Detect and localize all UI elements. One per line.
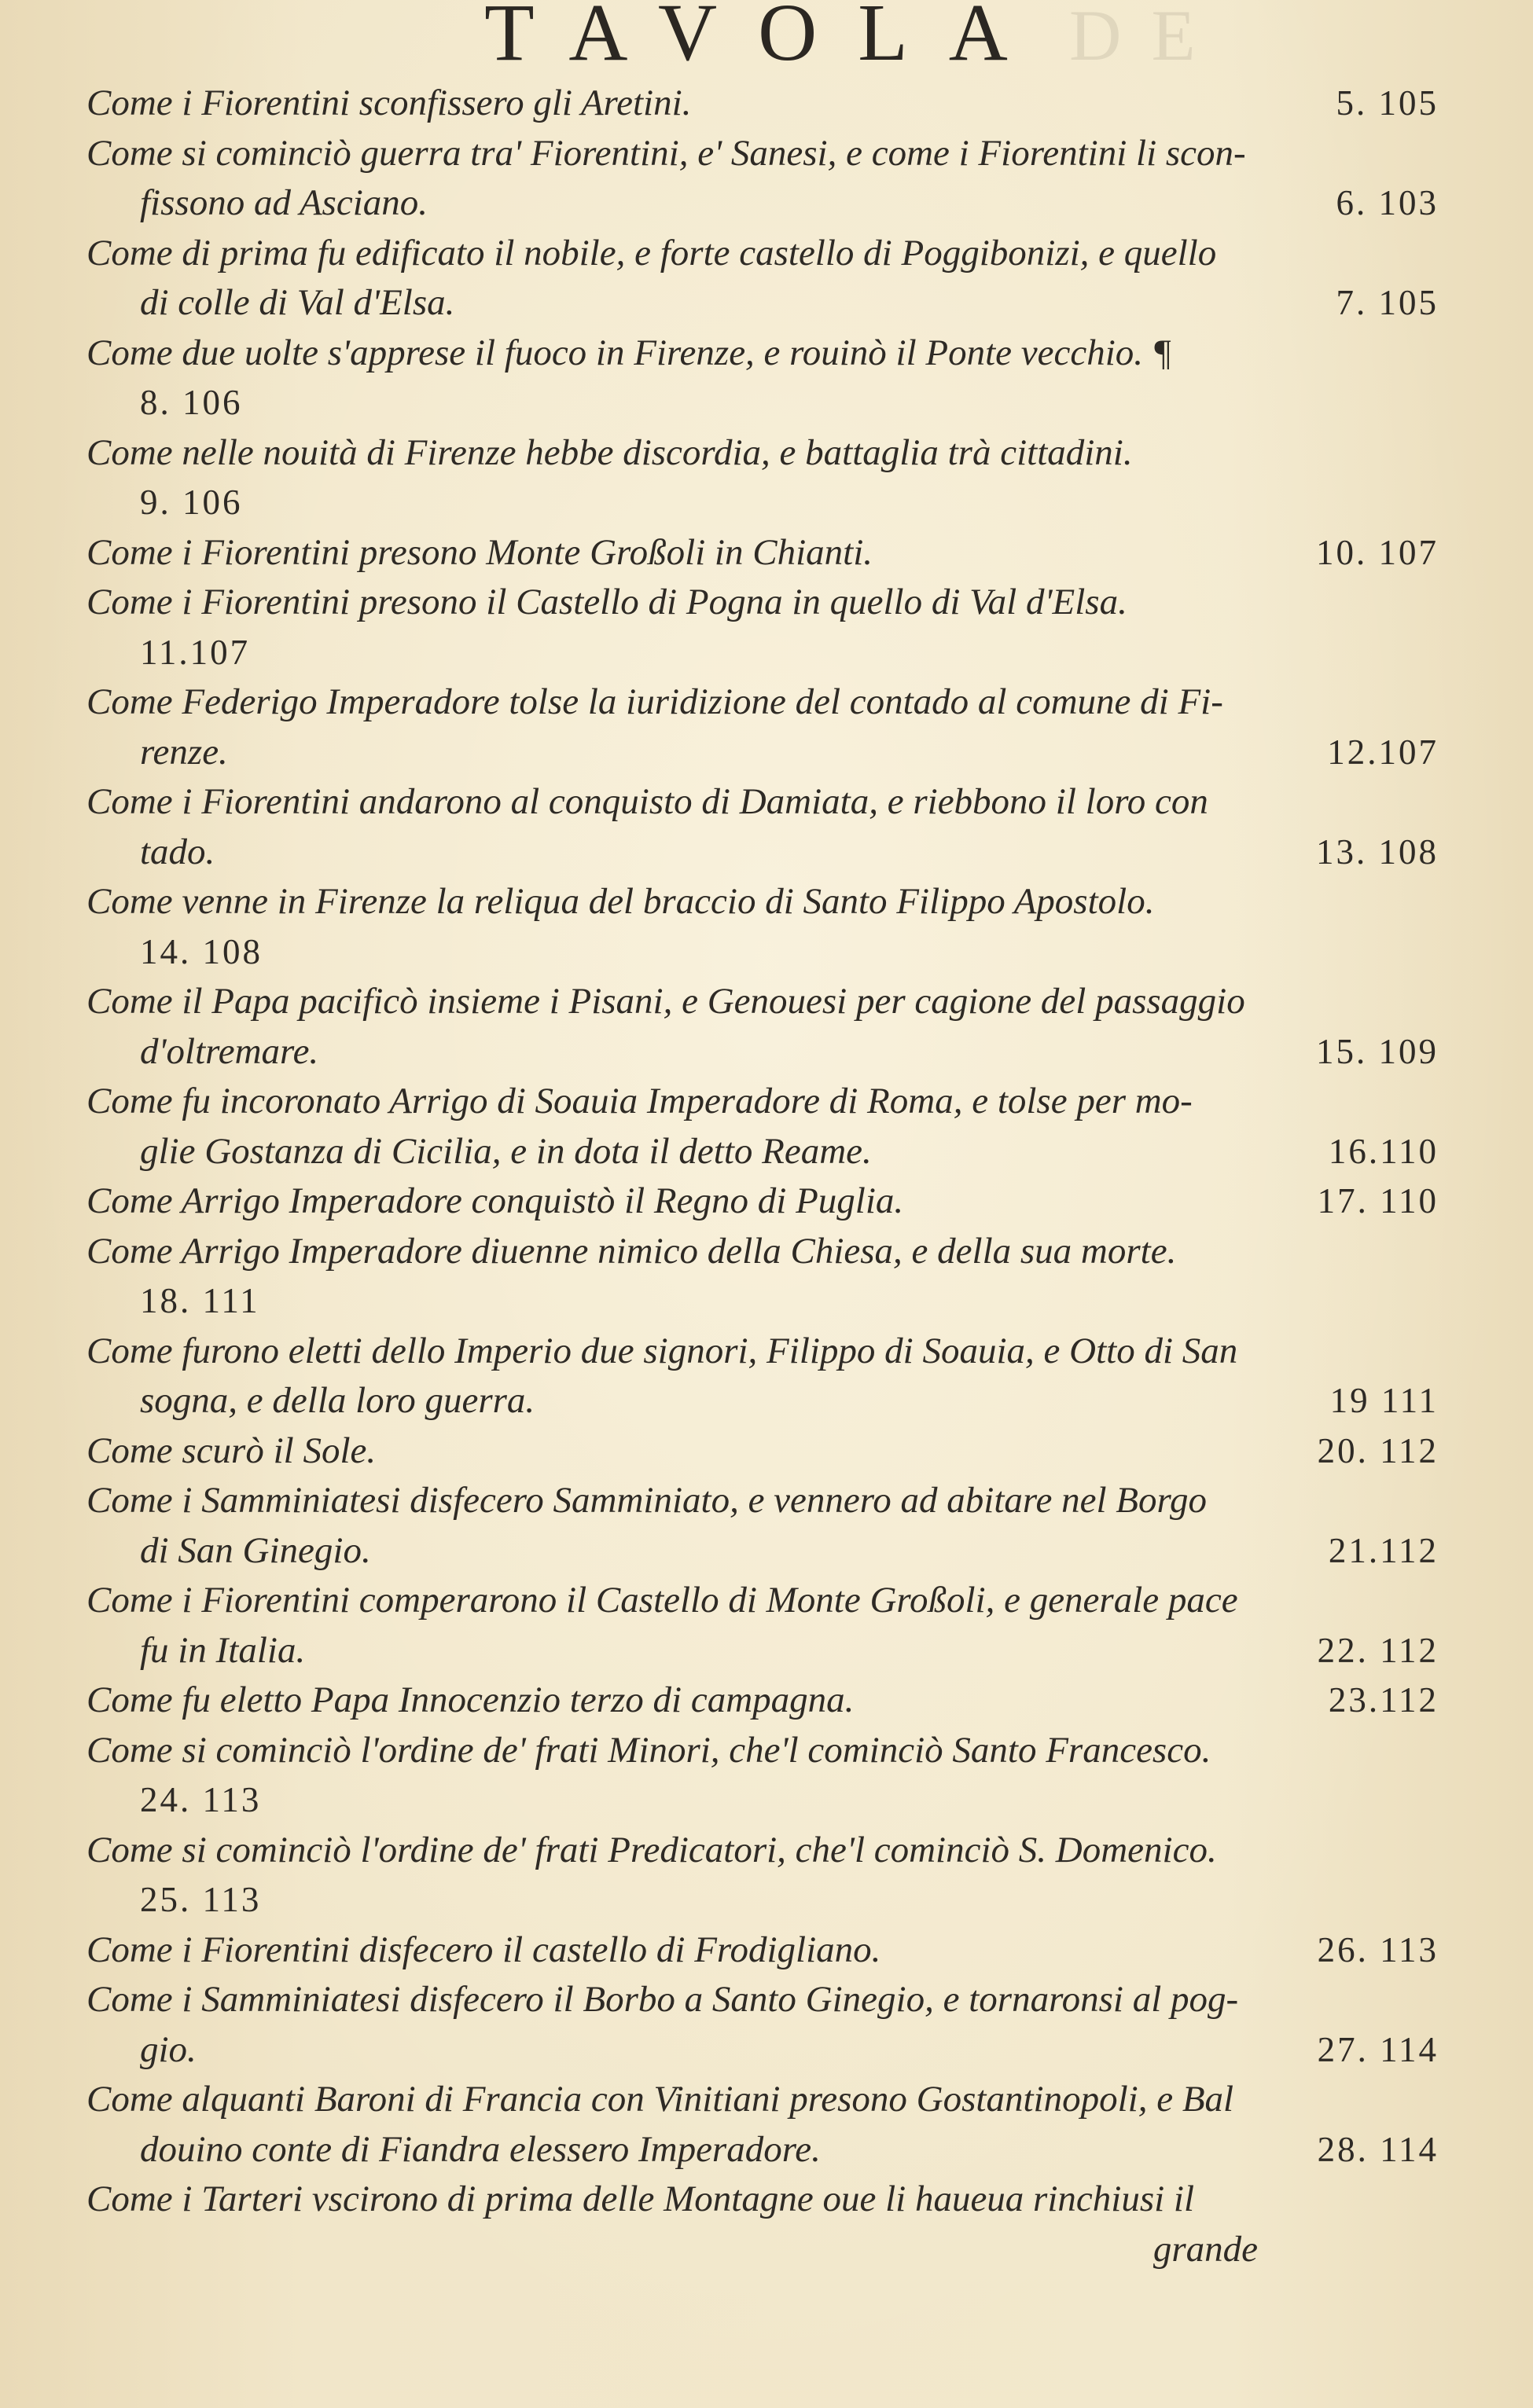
toc-entry (86, 1576, 1439, 1676)
entry-continuation-line: d'oltremare. (140, 1030, 319, 1072)
entry-heading-line: Come fu incoronato Arrigo di Soauia Imperadore di Roma, e tolse per mo- (86, 1081, 1193, 1121)
entry-heading-line: Come i Fiorentini disfecero il castello di Frodigliano. (86, 1929, 881, 1970)
entry-continuation-line: tado. (140, 831, 215, 872)
entry-continuation-line: di colle di Val d'Elsa. (140, 282, 455, 323)
toc-entry (86, 229, 1439, 329)
entry-page-number: 8. 106 (140, 383, 243, 422)
entry-continuation-line: grande (1153, 2228, 1258, 2270)
entry-page-number: 28. 114 (1317, 2129, 1439, 2169)
page-title: TAVOLA (484, 0, 1049, 78)
entry-page-number: 16.110 (1328, 1131, 1439, 1171)
entry-heading-line: Come Federigo Imperadore tolse la iuridizione del contado al comune di Fi- (86, 681, 1223, 722)
toc-entry (86, 1676, 1439, 1726)
entry-page-number: 12.107 (1327, 732, 1439, 772)
entry-page-number: 19 111 (1329, 1381, 1439, 1420)
toc-entry (86, 1327, 1439, 1426)
entry-page-number: 26. 113 (1317, 1929, 1439, 1969)
entry-page-number: 10. 107 (1316, 532, 1439, 572)
toc-entry (86, 129, 1439, 229)
entry-heading-line: Come si cominciò l'ordine de' frati Minori, che'l cominciò Santo Francesco. (86, 1729, 1211, 1771)
toc-entry (86, 877, 1439, 977)
entry-continuation-line: glie Gostanza di Cicilia, e in dota il detto Reame. (140, 1130, 872, 1172)
toc-entry (86, 1826, 1439, 1925)
entry-heading-line: Come furono eletti dello Imperio due signori, Filippo di Soauia, e Otto di San (86, 1330, 1238, 1371)
entry-heading-line: Come di prima fu edificato il nobile, e forte castello di Poggibonizi, e quello (86, 232, 1217, 273)
toc-entry (86, 977, 1439, 1077)
entry-page-number: 23.112 (1328, 1680, 1439, 1720)
toc-entry (86, 777, 1439, 877)
entry-page-number: 18. 111 (140, 1281, 260, 1320)
entry-page-number: 14. 108 (140, 931, 263, 971)
toc-entry (86, 528, 1439, 578)
entry-page-number: 13. 108 (1316, 831, 1439, 872)
entry-heading-line: Come i Tarteri vscirono di prima delle Montagne oue li haueua rinchiusi il (86, 2179, 1195, 2219)
entry-heading-line: Come nelle nouità di Firenze hebbe discordia, e battaglia trà cittadini. (86, 431, 1133, 473)
entry-heading-line: Come i Fiorentini presono il Castello di Pogna in quello di Val d'Elsa. (86, 582, 1127, 622)
entry-heading-line: Come scurò il Sole. (86, 1430, 377, 1471)
entry-heading-line: Come il Papa pacificò insieme i Pisani, e Genouesi per cagione del passaggio (86, 981, 1245, 1022)
entry-page-number: 27. 114 (1317, 2029, 1439, 2069)
toc-entry (86, 428, 1439, 528)
entry-page-number: 6. 103 (1336, 183, 1439, 222)
toc-entry (86, 1476, 1439, 1576)
entry-page-number: 21.112 (1328, 1530, 1439, 1570)
entry-continuation-line: fu in Italia. (140, 1629, 306, 1671)
toc-entry (86, 2075, 1439, 2175)
entry-heading-line: Come alquanti Baroni di Francia con Vinitiani presono Gostantinopoli, e Bal (86, 2079, 1234, 2120)
entry-heading-line: Come fu eletto Papa Innocenzio terzo di campagna. (86, 1679, 855, 1720)
entry-page-number: 11.107 (140, 632, 251, 672)
table-of-contents (86, 79, 1439, 2274)
entry-heading-line: Come venne in Firenze la reliqua del braccio di Santo Filippo Apostolo. (86, 881, 1155, 922)
entry-page-number: 22. 112 (1317, 1630, 1439, 1670)
entry-heading-line: Come due uolte s'apprese il fuoco in Firenze, e rouinò il Ponte vecchio. ¶ (86, 332, 1172, 373)
entry-heading-line: Come i Fiorentini sconfissero gli Aretini. (86, 83, 692, 123)
toc-entry (86, 1227, 1439, 1327)
entry-page-number: 5. 105 (1336, 83, 1439, 123)
toc-entry (86, 1426, 1439, 1477)
entry-page-number: 24. 113 (140, 1780, 262, 1819)
toc-entry (86, 1975, 1439, 2075)
toc-entry (86, 79, 1439, 129)
toc-entry (86, 578, 1439, 677)
toc-entry (86, 677, 1439, 777)
entry-continuation-line: renze. (140, 731, 228, 773)
toc-entry (86, 1077, 1439, 1176)
entry-heading-line: Come i Samminiatesi disfecero Samminiato, e vennero ad abitare nel Borgo (86, 1480, 1208, 1521)
toc-entry (86, 1726, 1439, 1826)
toc-entry (86, 1176, 1439, 1227)
entry-page-number: 9. 106 (140, 483, 243, 522)
entry-continuation-line: gio. (140, 2028, 197, 2070)
entry-page-number: 15. 109 (1316, 1031, 1439, 1071)
entry-heading-line: Come si cominciò l'ordine de' frati Predicatori, che'l cominciò S. Domenico. (86, 1829, 1217, 1870)
bleed-through-text: DE (1069, 0, 1226, 75)
entry-page-number: 25. 113 (140, 1880, 262, 1919)
entry-continuation-line: douino conte di Fiandra elessero Imperadore. (140, 2128, 821, 2170)
entry-continuation-line: fissono ad Asciano. (140, 182, 428, 223)
entry-heading-line: Come Arrigo Imperadore conquistò il Regno di Puglia. (86, 1180, 904, 1221)
entry-heading-line: Come i Fiorentini presono Monte Großoli in Chianti. (86, 531, 873, 573)
entry-heading-line: Come Arrigo Imperadore diuenne nimico della Chiesa, e della sua morte. (86, 1230, 1177, 1272)
entry-heading-line: Come si cominciò guerra tra' Fiorentini, e' Sanesi, e come i Fiorentini li scon- (86, 132, 1246, 174)
entry-page-number: 7. 105 (1336, 283, 1439, 322)
entry-heading-line: Come i Samminiatesi disfecero il Borbo a Santo Ginegio, e tornaronsi al pog- (86, 1979, 1239, 2020)
toc-entry (86, 1925, 1439, 1976)
toc-entry (86, 329, 1439, 428)
entry-page-number: 20. 112 (1317, 1430, 1439, 1470)
entry-heading-line: Come i Fiorentini andarono al conquisto di Damiata, e riebbono il loro con (86, 781, 1208, 822)
entry-continuation-line: di San Ginegio. (140, 1529, 371, 1571)
entry-heading-line: Come i Fiorentini comperarono il Castello di Monte Großoli, e generale pace (86, 1580, 1238, 1621)
entry-page-number: 17. 110 (1317, 1181, 1439, 1221)
entry-continuation-line: sogna, e della loro guerra. (140, 1380, 535, 1421)
toc-entry (86, 2175, 1439, 2274)
